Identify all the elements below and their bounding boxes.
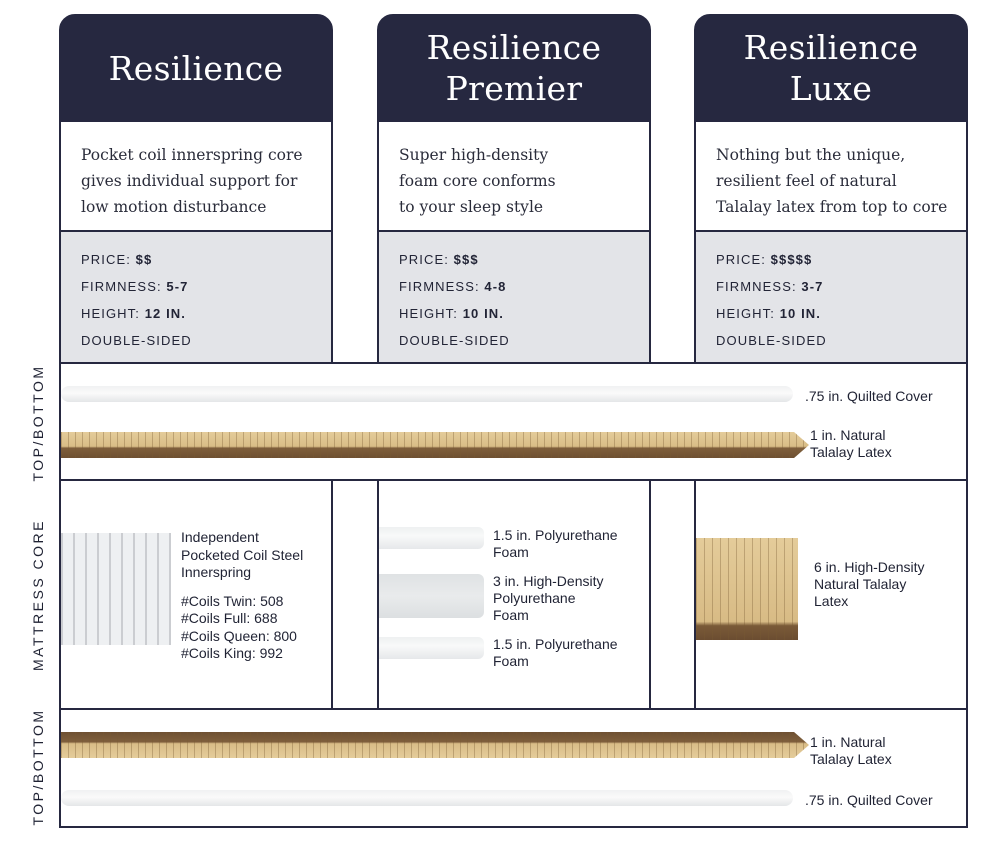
- firmness-spec: FIRMNESS: 3-7: [716, 279, 824, 294]
- description-line: to your sleep style: [399, 198, 544, 216]
- core-panel-luxe: [694, 479, 968, 710]
- title-line: Resilience: [743, 28, 919, 67]
- side-label-top: TOP/BOTTOM: [30, 364, 46, 482]
- quilted-cover-layer: [61, 386, 793, 402]
- layer-label: .75 in. Quilted Cover: [805, 388, 933, 404]
- product-description-resilience-premier: [377, 122, 651, 232]
- description-line: Super high-density: [399, 146, 549, 164]
- talalay-latex-layer: [61, 432, 809, 458]
- description-line: low motion disturbance: [81, 198, 267, 216]
- sided-spec: DOUBLE-SIDED: [399, 333, 510, 348]
- sided-spec: DOUBLE-SIDED: [81, 333, 192, 348]
- description-line: Pocket coil innerspring core: [81, 146, 303, 164]
- side-label-bottom: TOP/BOTTOM: [30, 708, 46, 826]
- product-title-resilience: [59, 14, 333, 122]
- product-specs-resilience-luxe: [694, 230, 968, 364]
- title-line: Luxe: [789, 69, 873, 108]
- layer-label: 3 in. High-Density Polyurethane Foam: [493, 573, 604, 623]
- core-panel-premier: [377, 479, 651, 710]
- quilted-cover-layer: [61, 790, 793, 806]
- core-panel-resilience: [59, 479, 333, 710]
- layer-label: 1 in. Natural Talalay Latex: [810, 427, 892, 460]
- title-line: Resilience: [108, 48, 284, 88]
- title-line: Premier: [445, 69, 583, 108]
- core-label: Independent Pocketed Coil Steel Innerspring #Coils Twin: 508 #Coils Full: 688 #Coils Queen: 800 #Coils King: 992: [181, 529, 304, 661]
- layer-label: 6 in. High-Density Natural Talalay Latex: [814, 559, 925, 609]
- layer-label: 1.5 in. Polyurethane Foam: [493, 527, 618, 560]
- product-description-resilience: [59, 122, 333, 232]
- sided-spec: DOUBLE-SIDED: [716, 333, 827, 348]
- height-spec: HEIGHT: 12 IN.: [81, 306, 186, 321]
- bottom-layers-panel: [59, 708, 968, 828]
- price-spec: PRICE: $$: [81, 252, 153, 267]
- product-description-resilience-luxe: [694, 122, 968, 232]
- price-spec: PRICE: $$$: [399, 252, 479, 267]
- top-layers-panel: [59, 362, 968, 481]
- description-line: gives individual support for: [81, 172, 298, 190]
- title-line: Resilience: [426, 28, 602, 67]
- polyurethane-foam-layer: [379, 527, 484, 549]
- price-spec: PRICE: $$$$$: [716, 252, 813, 267]
- talalay-latex-layer: [61, 732, 809, 758]
- description-line: foam core conforms: [399, 172, 556, 190]
- product-title-resilience-luxe: [694, 14, 968, 122]
- layer-label: .75 in. Quilted Cover: [805, 792, 933, 808]
- coil-innerspring-image: [61, 533, 171, 645]
- firmness-spec: FIRMNESS: 4-8: [399, 279, 507, 294]
- description-line: Talalay latex from top to core: [716, 198, 948, 216]
- product-specs-resilience: [59, 230, 333, 364]
- description-line: resilient feel of natural: [716, 172, 897, 190]
- layer-label: 1.5 in. Polyurethane Foam: [493, 636, 618, 669]
- firmness-spec: FIRMNESS: 5-7: [81, 279, 189, 294]
- side-label-core: MATTRESS CORE: [30, 518, 46, 672]
- description-line: Nothing but the unique,: [716, 146, 906, 164]
- height-spec: HEIGHT: 10 IN.: [716, 306, 821, 321]
- high-density-foam-layer: [379, 574, 484, 618]
- height-spec: HEIGHT: 10 IN.: [399, 306, 504, 321]
- product-title-resilience-premier: [377, 14, 651, 122]
- talalay-latex-core: [696, 538, 798, 640]
- layer-label: 1 in. Natural Talalay Latex: [810, 734, 892, 767]
- polyurethane-foam-layer: [379, 637, 484, 659]
- product-specs-resilience-premier: [377, 230, 651, 364]
